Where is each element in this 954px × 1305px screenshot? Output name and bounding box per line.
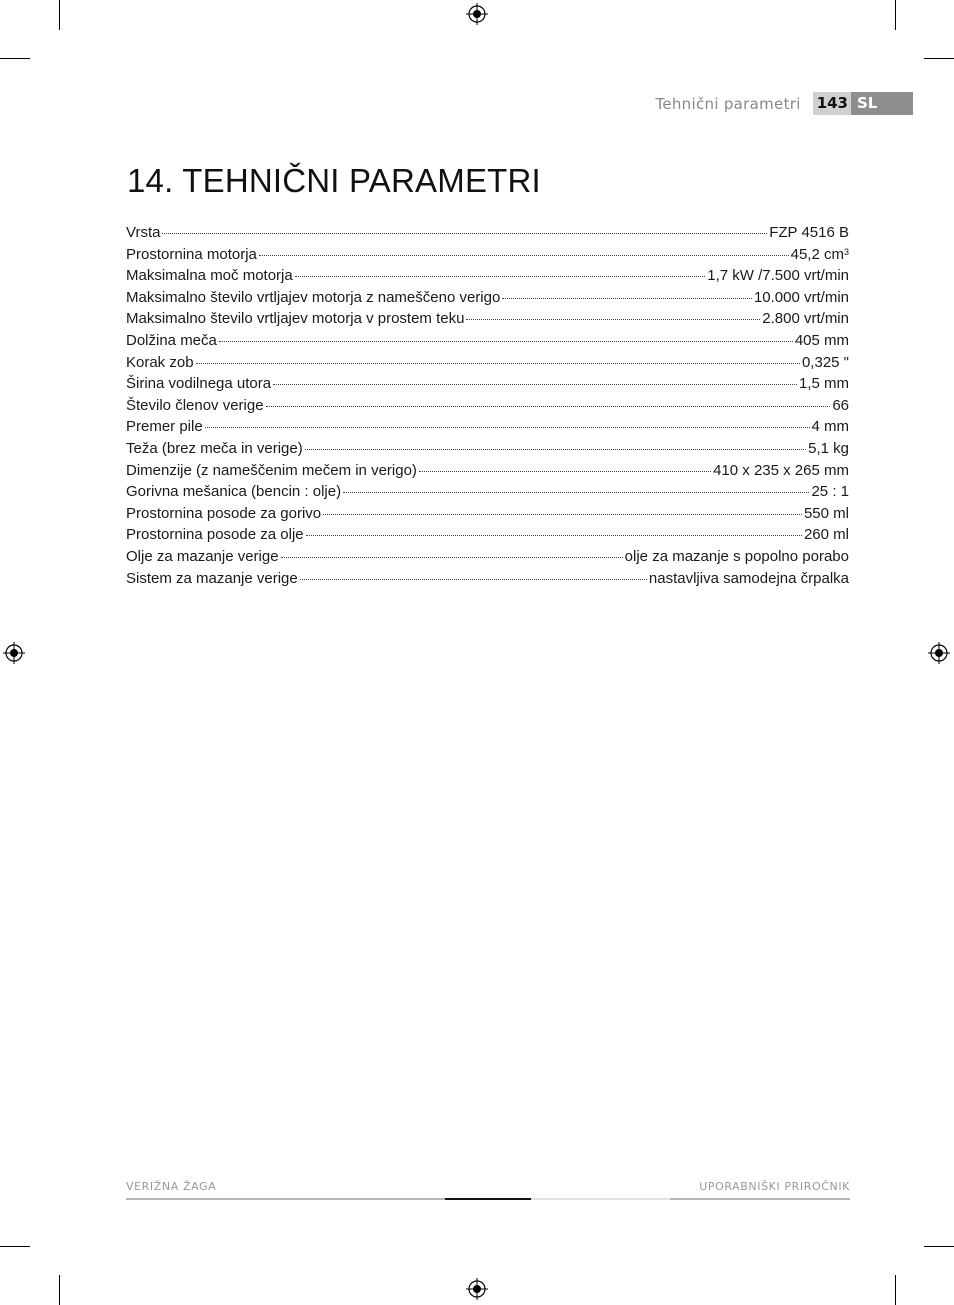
spec-label: Gorivna mešanica (bencin : olje) bbox=[126, 483, 342, 501]
language-badge: SL bbox=[851, 92, 913, 115]
spec-row bbox=[126, 265, 849, 287]
spec-value-text: 260 ml bbox=[803, 526, 849, 544]
dot-leader bbox=[419, 471, 711, 472]
spec-value-text: 1,5 mm bbox=[798, 375, 849, 393]
spec-value-text: nastavljiva samodejna črpalka bbox=[648, 569, 849, 587]
dot-leader bbox=[266, 406, 831, 407]
spec-label: Širina vodilnega utora bbox=[126, 375, 272, 393]
spec-row bbox=[126, 568, 849, 590]
spec-row bbox=[126, 524, 849, 546]
footer-rule-segment bbox=[531, 1198, 670, 1200]
spec-row bbox=[126, 244, 849, 266]
spec-label: Dimenzije (z nameščenim mečem in verigo) bbox=[126, 461, 417, 479]
spec-value bbox=[625, 546, 849, 568]
spec-row bbox=[126, 373, 849, 395]
footer-rule-segment bbox=[126, 1198, 445, 1200]
running-header bbox=[655, 92, 913, 115]
spec-label: Prostornina motorja bbox=[126, 245, 257, 263]
spec-value bbox=[762, 308, 849, 330]
spec-value bbox=[791, 244, 849, 266]
spec-row bbox=[126, 287, 849, 309]
dot-leader bbox=[343, 492, 809, 493]
spec-value-text: 10.000 vrt/min bbox=[753, 288, 849, 306]
dot-leader bbox=[205, 427, 810, 428]
crop-mark bbox=[59, 0, 60, 30]
dot-leader bbox=[273, 384, 797, 385]
registration-mark-icon bbox=[466, 3, 488, 25]
registration-mark-icon bbox=[928, 642, 950, 664]
spec-label: Maksimalno število vrtljajev motorja z nameščeno verigo bbox=[126, 288, 501, 306]
spec-row bbox=[126, 460, 849, 482]
spec-value bbox=[649, 568, 849, 590]
spec-label: Olje za mazanje verige bbox=[126, 547, 279, 565]
crop-mark bbox=[0, 58, 30, 59]
spec-value-text: 5,1 kg bbox=[808, 439, 849, 457]
spec-row bbox=[126, 330, 849, 352]
dot-leader bbox=[306, 535, 802, 536]
registration-mark-icon bbox=[466, 1278, 488, 1300]
dot-leader bbox=[162, 233, 767, 234]
spec-row bbox=[126, 352, 849, 374]
spec-row bbox=[126, 222, 849, 244]
footer-rule-segment bbox=[445, 1198, 531, 1200]
spec-value-text: 2.800 vrt/min bbox=[762, 310, 849, 328]
footer-rule-segment bbox=[670, 1198, 850, 1200]
spec-list bbox=[126, 222, 849, 589]
dot-leader bbox=[259, 255, 789, 256]
footer-left: VERIŽNA ŽAGA bbox=[126, 1180, 217, 1193]
spec-value-text: 550 ml bbox=[803, 504, 849, 522]
page-title: 14. TEHNIČNI PARAMETRI bbox=[127, 162, 541, 199]
spec-value bbox=[713, 460, 849, 482]
spec-value bbox=[795, 330, 849, 352]
spec-label: Vrsta bbox=[126, 224, 161, 241]
spec-label: Sistem za mazanje verige bbox=[126, 569, 298, 587]
spec-row bbox=[126, 416, 849, 438]
registration-mark-icon bbox=[3, 642, 25, 664]
spec-value bbox=[799, 373, 849, 395]
dot-leader bbox=[300, 579, 647, 580]
spec-label: Prostornina posode za olje bbox=[126, 526, 304, 544]
spec-value-text: 4 mm bbox=[811, 418, 849, 436]
crop-mark bbox=[924, 58, 954, 59]
spec-row bbox=[126, 438, 849, 460]
dot-leader bbox=[281, 557, 623, 558]
footer-rule bbox=[126, 1198, 850, 1200]
spec-value-text: 405 mm bbox=[794, 331, 849, 349]
spec-value-text: FZP 4516 B bbox=[769, 224, 849, 241]
crop-mark bbox=[0, 1246, 30, 1247]
spec-value bbox=[802, 352, 849, 374]
spec-value-superscript: 3 bbox=[843, 246, 849, 257]
spec-value-text: olje za mazanje s popolno porabo bbox=[624, 547, 849, 565]
spec-row bbox=[126, 546, 849, 568]
spec-label: Prostornina posode za gorivo bbox=[126, 504, 322, 522]
dot-leader bbox=[323, 514, 802, 515]
page-number: 143 bbox=[813, 92, 851, 115]
spec-label: Število členov verige bbox=[126, 396, 264, 414]
crop-mark bbox=[924, 1246, 954, 1247]
spec-value bbox=[811, 481, 849, 503]
spec-value bbox=[832, 395, 849, 417]
crop-mark bbox=[59, 1275, 60, 1305]
spec-value bbox=[769, 222, 849, 244]
spec-value bbox=[707, 265, 849, 287]
footer-right: UPORABNIŠKI PRIROČNIK bbox=[699, 1180, 850, 1193]
spec-value-text: 1,7 kW /7.500 vrt/min bbox=[707, 267, 849, 285]
dot-leader bbox=[502, 298, 752, 299]
spec-value-text: 25 : 1 bbox=[811, 483, 849, 501]
spec-row bbox=[126, 308, 849, 330]
spec-label: Maksimalna moč motorja bbox=[126, 267, 293, 285]
dot-leader bbox=[466, 319, 760, 320]
crop-mark bbox=[895, 0, 896, 30]
header-section-title: Tehnični parametri bbox=[655, 94, 801, 113]
spec-row bbox=[126, 395, 849, 417]
dot-leader bbox=[196, 363, 800, 364]
spec-row bbox=[126, 503, 849, 525]
spec-row bbox=[126, 481, 849, 503]
spec-label: Dolžina meča bbox=[126, 331, 217, 349]
spec-value-text: 45,2 cm bbox=[790, 245, 844, 263]
spec-value-text: 66 bbox=[832, 396, 849, 414]
spec-label: Teža (brez meča in verige) bbox=[126, 439, 303, 457]
spec-value bbox=[754, 287, 849, 309]
spec-value bbox=[808, 438, 849, 460]
spec-label: Premer pile bbox=[126, 418, 203, 436]
dot-leader bbox=[305, 449, 806, 450]
spec-value-text: 410 x 235 x 265 mm bbox=[713, 461, 849, 479]
dot-leader bbox=[219, 341, 793, 342]
spec-value bbox=[812, 416, 850, 438]
spec-label: Maksimalno število vrtljajev motorja v prostem teku bbox=[126, 310, 465, 328]
dot-leader bbox=[295, 276, 706, 277]
spec-value bbox=[804, 524, 849, 546]
crop-mark bbox=[895, 1275, 896, 1305]
spec-label: Korak zob bbox=[126, 353, 194, 371]
spec-value bbox=[804, 503, 849, 525]
spec-value-text: 0,325 " bbox=[801, 353, 849, 371]
